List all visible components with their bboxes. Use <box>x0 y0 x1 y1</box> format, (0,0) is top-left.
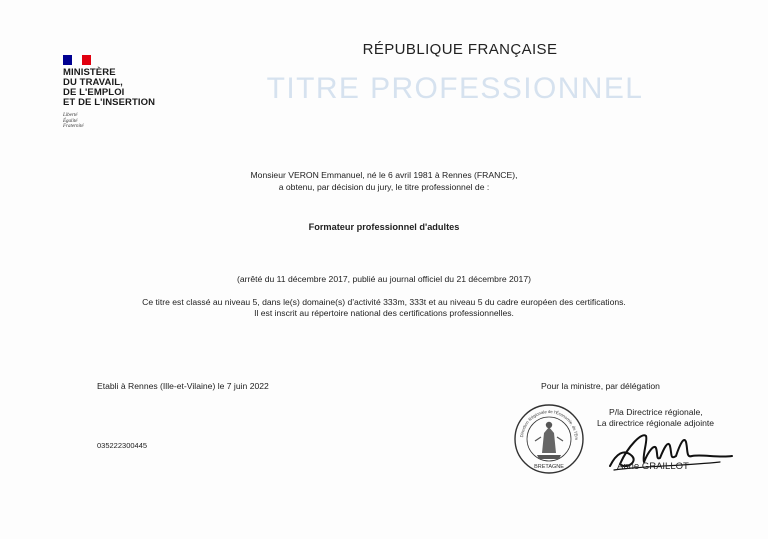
decree-line: (arrêté du 11 décembre 2017, publié au journal officiel du 21 décembre 2017) <box>237 274 531 284</box>
degree-name: Formateur professionnel d'adultes <box>308 222 460 232</box>
motto-line: Liberté <box>63 113 78 118</box>
signatory-role: P/la Directrice régionale, <box>609 407 703 417</box>
ministry-line: DU TRAVAIL, <box>63 77 123 88</box>
level-line: Ce titre est classé au niveau 5, dans le(s) domaine(s) d'activité 333m, 333t et au niveau 5 du cadre européen des certifications. <box>142 297 626 307</box>
recipient-line: Monsieur VERON Emmanuel, né le 6 avril 1981 à Rennes (FRANCE), <box>250 170 518 180</box>
minister-delegation: Pour la ministre, par délégation <box>541 381 660 391</box>
flag-white-stripe <box>72 55 81 65</box>
flag-blue-stripe <box>63 55 72 65</box>
republic-heading: RÉPUBLIQUE FRANÇAISE <box>362 41 558 58</box>
ministry-name <box>63 68 155 108</box>
ministry-line: ET DE L'INSERTION <box>63 97 156 108</box>
official-seal-stamp <box>513 403 585 475</box>
ministry-line: DE L'EMPLOI <box>63 87 125 98</box>
document-number: 035222300445 <box>97 441 148 450</box>
register-line: Il est inscrit au répertoire national des certifications professionnelles. <box>254 308 514 318</box>
motto-line: Égalité <box>63 118 78 124</box>
republic-motto <box>63 113 84 130</box>
republic-flag-logo <box>63 55 91 65</box>
svg-text:BRETAGNE: BRETAGNE <box>534 464 564 470</box>
signatory-name: Anne GRAILLOT <box>617 461 689 472</box>
certificate-title: TITRE PROFESSIONNEL <box>266 72 644 105</box>
ministry-line: MINISTÈRE <box>63 67 116 78</box>
obtained-line: a obtenu, par décision du jury, le titre professionnel de : <box>278 182 490 192</box>
flag-red-stripe <box>82 55 91 65</box>
motto-line: Fraternité <box>63 124 84 129</box>
signatory-role: La directrice régionale adjointe <box>597 418 715 428</box>
svg-text:Direction Régionale de l'Écono: Direction Régionale de l'Économie, de l'Em <box>519 408 580 441</box>
place-date: Etabli à Rennes (Ille-et-Vilaine) le 7 juin 2022 <box>97 381 269 391</box>
